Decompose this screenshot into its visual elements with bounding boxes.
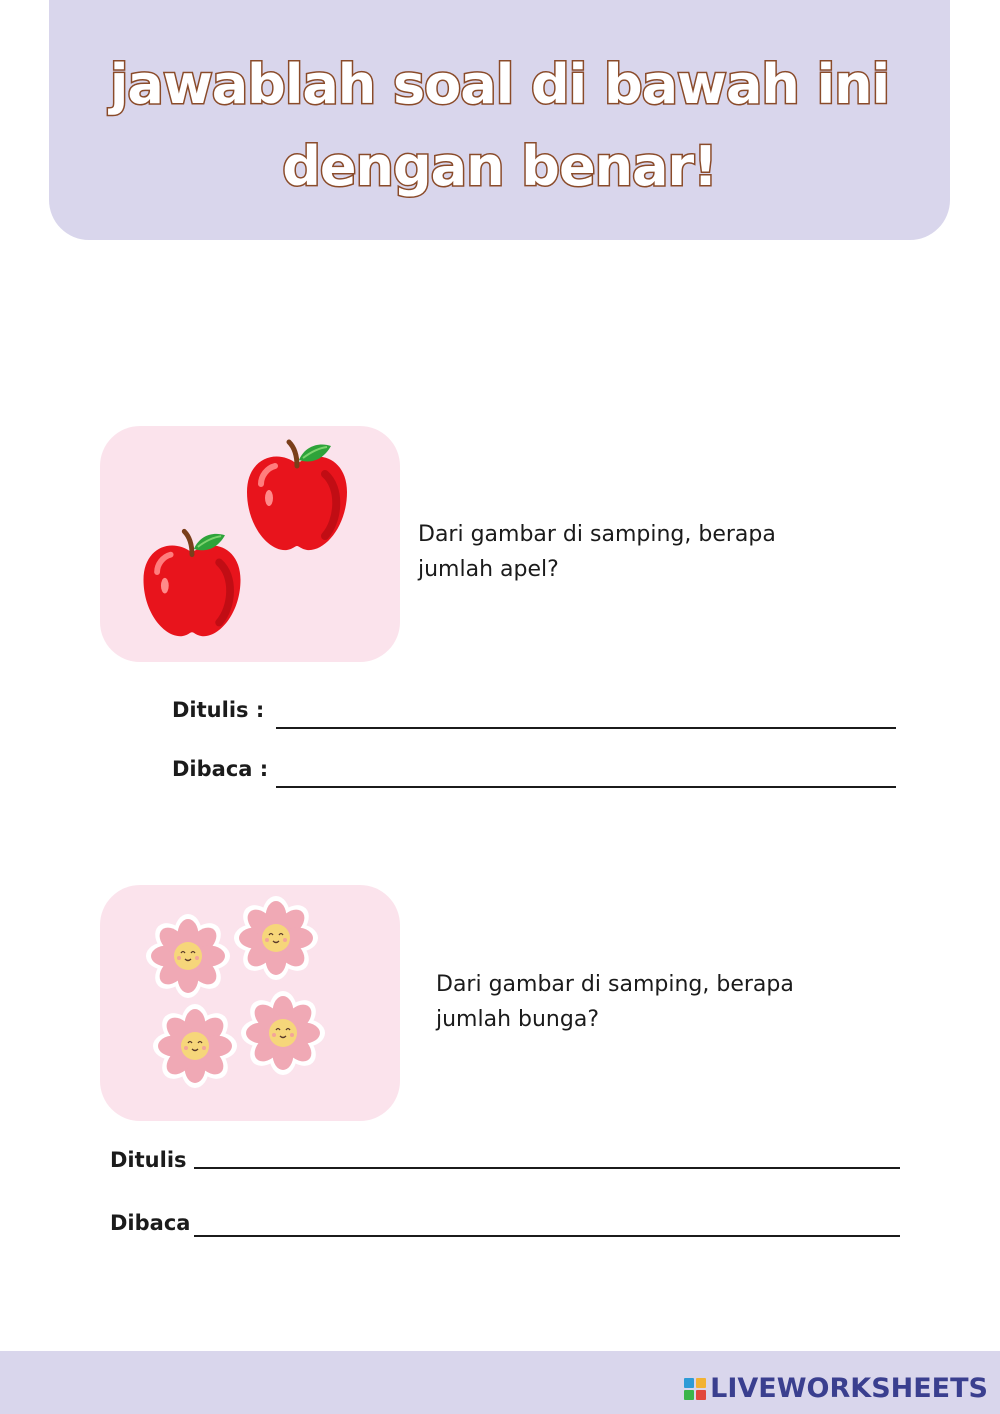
flowers-picture-card [100,885,400,1121]
q1-read-answer-line[interactable] [276,786,896,788]
q1-read-label: Dibaca : [172,757,269,781]
flower-icon [153,1004,237,1088]
page-title-line-2: dengan benar! [282,135,717,198]
flower-icon [241,991,325,1075]
brand-name: LIVEWORKSHEETS [710,1373,988,1404]
question-1-text [418,517,838,587]
liveworksheets-logo-icon [684,1378,706,1400]
liveworksheets-brand[interactable] [684,1374,988,1404]
flower-icon [234,896,318,980]
page-title-line-1: jawablah soal di bawah ini [109,53,890,116]
q2-written-answer-line[interactable] [194,1167,900,1169]
q1-written-answer-line[interactable] [276,727,896,729]
q2-read-label: Dibaca [110,1211,191,1235]
q2-written-label: Ditulis [110,1148,187,1172]
flower-icon [146,914,230,998]
question-2-text [436,967,856,1037]
apples-illustration [100,426,400,662]
q2-read-answer-line[interactable] [194,1235,900,1237]
apples-picture-card [100,426,400,662]
page-title [49,44,950,208]
question-1-line-1: Dari gambar di samping, berapa [418,522,776,547]
question-1-line-2: jumlah apel? [418,557,559,582]
apple-icon [144,531,241,636]
apple-icon [247,442,347,550]
q1-written-label: Ditulis : [172,698,265,722]
flowers-illustration [100,885,400,1121]
question-2-line-1: Dari gambar di samping, berapa [436,972,794,997]
question-2-line-2: jumlah bunga? [436,1007,599,1032]
